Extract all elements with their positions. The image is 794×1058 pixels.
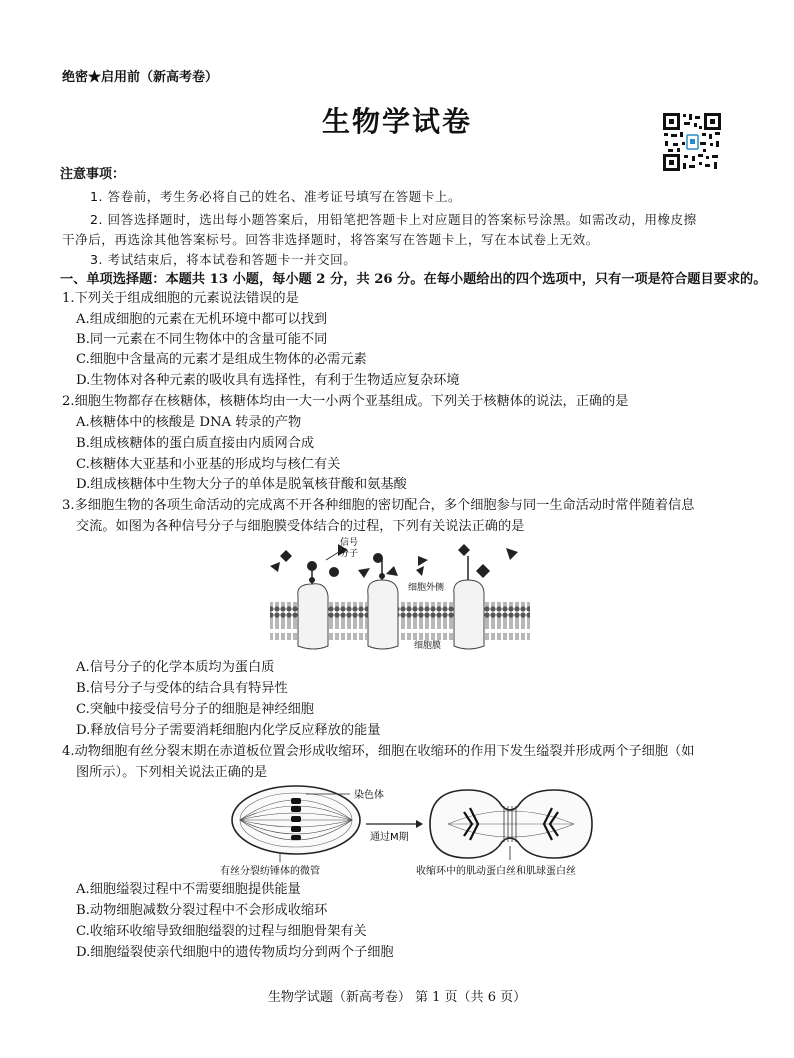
label-spindle-microtubule: 有丝分裂纺锤体的微管 [220, 866, 320, 877]
note-1: 1. 答卷前，考生务必将自己的姓名、准考证号填写在答题卡上。 [90, 189, 462, 204]
question-4-stem-line-1: 4.动物细胞有丝分裂末期在赤道板位置会形成收缩环，细胞在收缩环的作用下发生缢裂并形成两个子细胞（如 [62, 744, 695, 759]
question-1-option-d: D.生物体对各种元素的吸收具有选择性，有利于生物适应复杂环境 [76, 373, 460, 388]
label-chromosome: 染色体 [354, 790, 384, 801]
question-2-stem: 2.细胞生物都存在核糖体，核糖体均由一大一小两个亚基组成。下列关于核糖体的说法，正确的是 [62, 394, 629, 409]
question-1-stem: 1.下列关于组成细胞的元素说法错误的是 [62, 291, 299, 306]
question-2-option-c: C.核糖体大亚基和小亚基的形成均与核仁有关 [76, 457, 341, 472]
question-3-option-c: C.突触中接受信号分子的细胞是神经细胞 [76, 702, 314, 717]
question-3-stem-line-1: 3.多细胞生物的各项生命活动的完成离不开各种细胞的密切配合，多个细胞参与同一生命活动时常伴随着信息 [62, 498, 695, 513]
question-3-option-b: B.信号分子与受体的结合具有特异性 [76, 681, 288, 696]
notes-heading: 注意事项： [60, 167, 126, 182]
question-1-option-b: B.同一元素在不同生物体中的含量可能不同 [76, 332, 328, 347]
label-contractile-ring: 收缩环中的肌动蛋白丝和肌球蛋白丝 [416, 866, 576, 877]
note-3: 3. 考试结束后，将本试卷和答题卡一并交回。 [90, 252, 357, 267]
question-4-stem-line-2: 图所示）。下列相关说法正确的是 [76, 765, 268, 780]
question-2-option-b: B.组成核糖体的蛋白质直接由内质网合成 [76, 436, 315, 451]
page-footer: 生物学试题（新高考卷） 第 1 页（共 6 页） [267, 990, 527, 1005]
question-4-option-c: C.收缩环收缩导致细胞缢裂的过程与细胞骨架有关 [76, 924, 367, 939]
note-2: 2. 回答选择题时，选出每小题答案后，用铅笔把答题卡上对应题目的答案标号涂黑。如需改动，用橡皮擦 [90, 212, 697, 227]
question-4-option-b: B.动物细胞减数分裂过程中不会形成收缩环 [76, 903, 328, 918]
question-3-stem-line-2: 交流。如图为各种信号分子与细胞膜受体结合的过程，下列有关说法正确的是 [76, 519, 525, 534]
qr-code-icon [662, 112, 722, 172]
cell-cleavage-figure [220, 784, 600, 878]
question-2-option-d: D.组成核糖体中生物大分子的单体是脱氧核苷酸和氨基酸 [76, 477, 407, 492]
question-2-option-a: A.核糖体中的核酸是 DNA 转录的产物 [76, 415, 302, 430]
label-signal-1: 信号 [340, 538, 359, 548]
question-1-option-a: A.组成细胞的元素在无机环境中都可以找到 [76, 312, 328, 327]
label-m-phase: 通过M期 [370, 832, 409, 843]
question-3-option-a: A.信号分子的化学本质均为蛋白质 [76, 660, 275, 675]
label-cell-membrane: 细胞膜 [414, 641, 442, 651]
label-cell-outside: 细胞外侧 [408, 583, 445, 593]
question-1-option-c: C.细胞中含量高的元素才是组成生物体的必需元素 [76, 352, 367, 367]
question-4-option-d: D.细胞缢裂使亲代细胞中的遗传物质均分到两个子细胞 [76, 945, 394, 960]
page-title: 生物学试卷 [321, 105, 472, 138]
section-heading: 一、单项选择题：本题共 13 小题，每小题 2 分，共 26 分。在每小题给出的四个选项中，只有一项是符合题目要求的。 [60, 272, 767, 287]
question-4-option-a: A.细胞缢裂过程中不需要细胞提供能量 [76, 882, 301, 897]
confidential-tag: 绝密★启用前（新高考卷） [62, 70, 219, 85]
note-2-cont: 干净后，再选涂其他答案标号。回答非选择题时，将答案写在答题卡上，写在本试卷上无效。 [62, 232, 599, 247]
signal-molecule-receptor-figure [268, 536, 532, 652]
question-3-option-d: D.释放信号分子需要消耗细胞内化学反应释放的能量 [76, 723, 381, 738]
label-signal-2: 分子 [340, 549, 359, 559]
